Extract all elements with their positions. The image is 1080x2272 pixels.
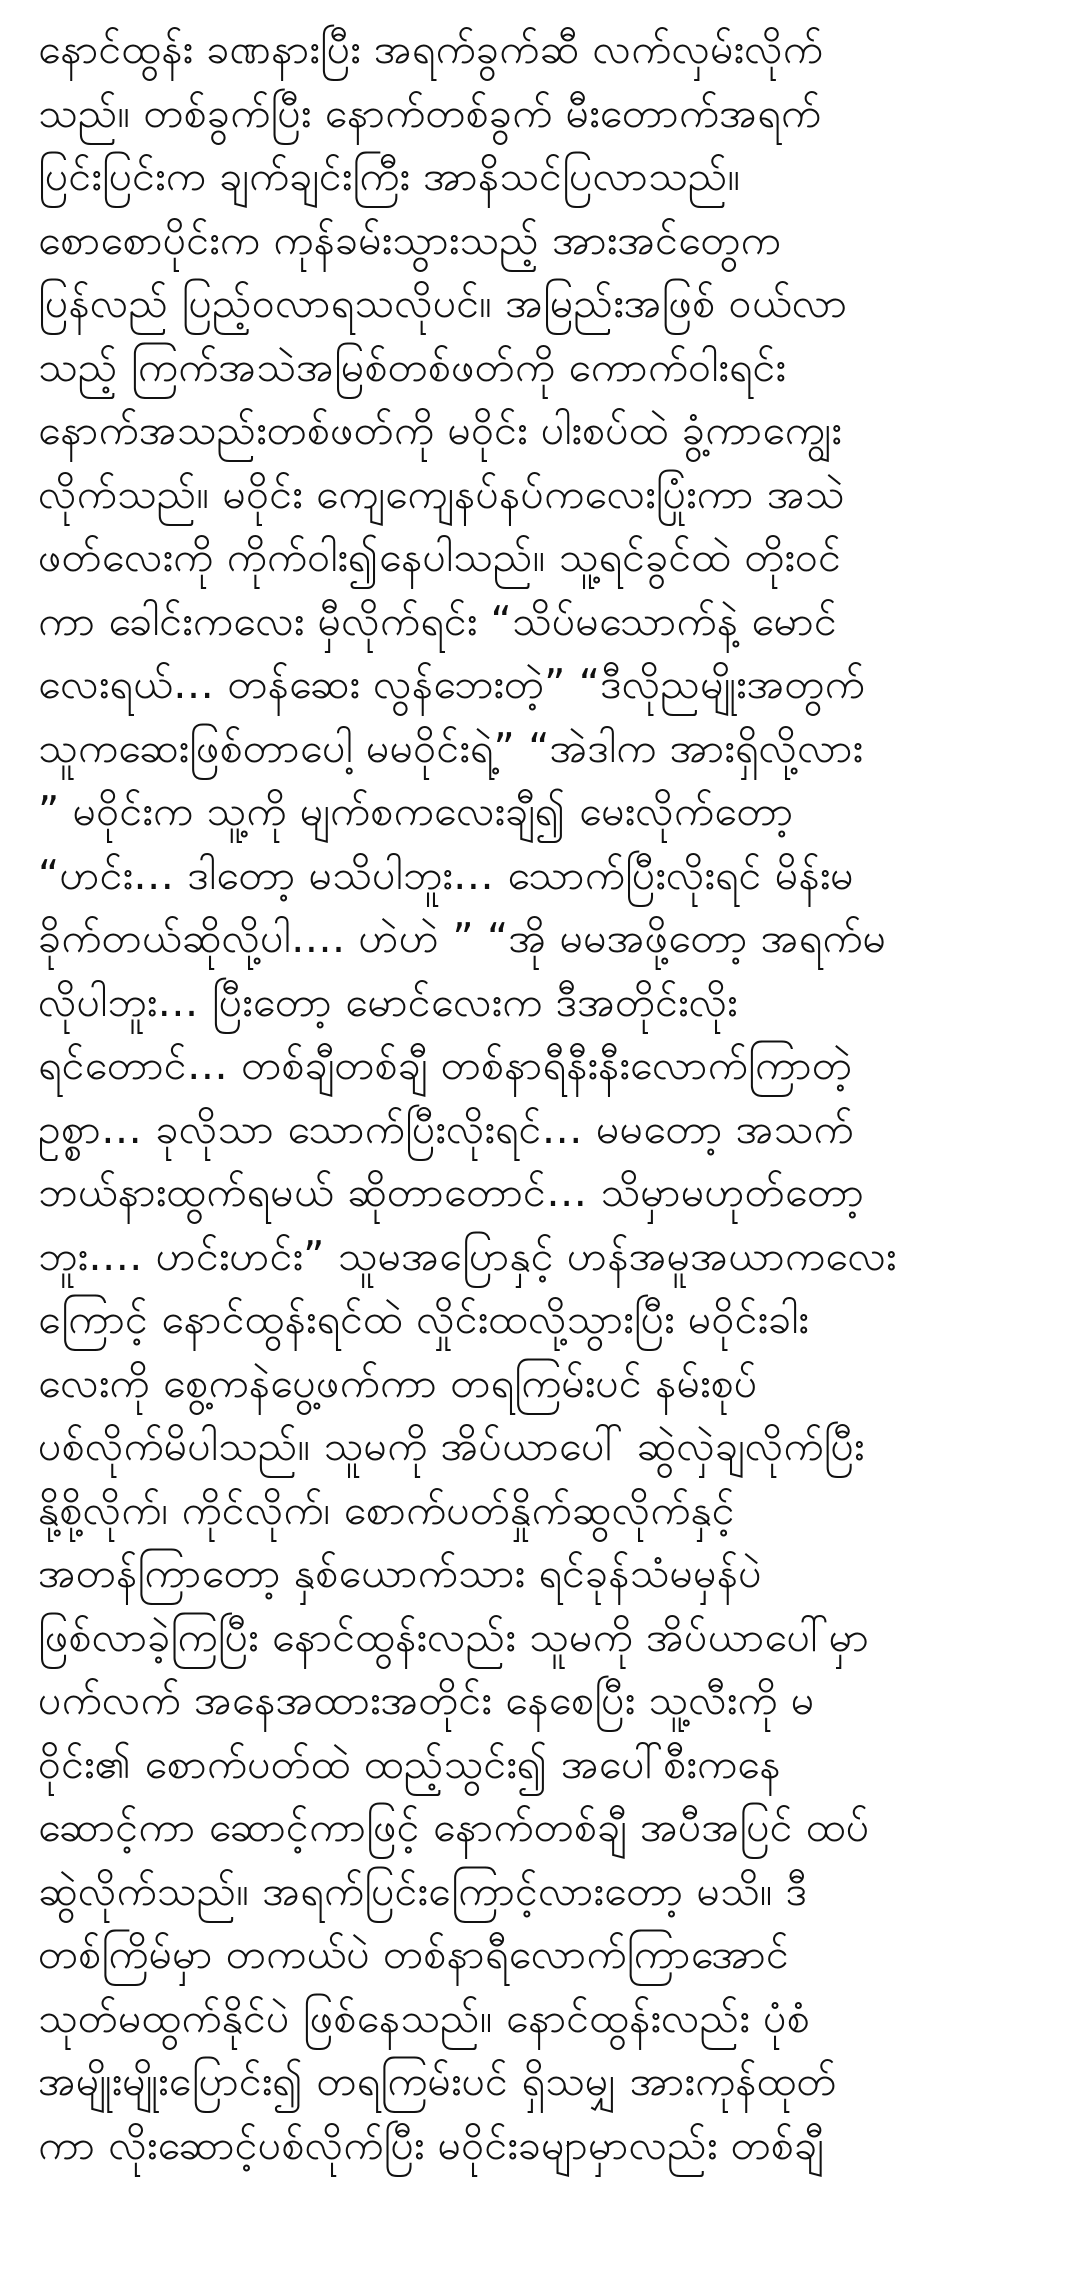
text-line: သည့် ကြက်အသဲအမြစ်တစ်ဖတ်ကို ကောက်ဝါးရင်း <box>38 342 786 391</box>
text-line: လိုပါဘူး… ပြီးတော့ မောင်လေးက ဒီအတိုင်းလိုး <box>38 977 738 1026</box>
text-line: ရင်တောင်… တစ်ချီတစ်ချီ တစ်နာရီနီးနီးလောက်ကြာတဲ့ <box>38 1041 853 1089</box>
text-line: ဖတ်လေးကို ကိုက်ဝါး၍နေပါသည်။ သူ့ရင်ခွင်ထဲ တိုးဝင် <box>38 533 842 581</box>
text-line: ကာ လိုးဆောင့်ပစ်လိုက်ပြီး မဝိုင်းခမျာမှာလည်း တစ်ချီ <box>38 2120 824 2169</box>
text-line: သူကဆေးဖြစ်တာပေါ့ မမဝိုင်းရဲ့” “အဲဒါက အားရှိလို့လား <box>38 723 864 772</box>
text-line: ခိုက်တယ်ဆိုလို့ပါ…. ဟဲဟဲ ” “အို မမအဖို့တော့ အရက်မ <box>38 914 887 962</box>
text-line: အတန်ကြာတော့ နှစ်ယောက်သား ရင်ခုန်သံမမှန်ပဲ <box>38 1549 762 1597</box>
text-line: ဆောင့်ကာ ဆောင့်ကာဖြင့် နောက်တစ်ချီ အပီအပြင် ထပ် <box>38 1803 870 1851</box>
text-line: လေးကို စွေ့ကနဲပွေ့ဖက်ကာ တရကြမ်းပင် နမ်းစုပ် <box>38 1358 758 1407</box>
text-line: အမျိုးမျိုးပြောင်း၍ တရကြမ်းပင် ရှိသမျှ အားကုန်ထုတ် <box>38 2057 837 2105</box>
text-line: စောစောပိုင်းက ကုန်ခမ်းသွားသည့် အားအင်တွေက <box>38 215 781 264</box>
text-line: “ဟင်း… ဒါတော့ မသိပါဘူး… သောက်ပြီးလိုးရင် မိန်းမ <box>38 850 854 899</box>
text-line: နောင်ထွန်း ခဏနားပြီး အရက်ခွက်ဆီ လက်လှမ်းလိုက် <box>38 25 824 73</box>
text-line: ဝိုင်း၏ စောက်ပတ်ထဲ ထည့်သွင်း၍ အပေါ်စီးကနေ <box>38 1739 781 1788</box>
text-line: ဥစ္စာ… ခုလိုသာ သောက်ပြီးလိုးရင်… မမတော့ အသက် <box>38 1104 854 1153</box>
text-line: ဘယ်နားထွက်ရမယ် ဆိုတာတောင်… သိမှာမဟုတ်တော့ <box>38 1168 865 1216</box>
text-line: ပြန်လည် ပြည့်ဝလာရသလိုပင်။ အမြည်းအဖြစ် ဝယ်လာ <box>38 279 848 327</box>
text-line: ပစ်လိုက်မိပါသည်။ သူမကို အိပ်ယာပေါ် ဆွဲလှဲချလိုက်ပြီး <box>38 1422 865 1470</box>
text-line: နို့စို့လိုက်၊ ကိုင်လိုက်၊ စောက်ပတ်နှိုက်ဆွလိုက်နှင့် <box>38 1485 735 1534</box>
story-text <box>38 18 1068 2177</box>
text-line: သည်။ တစ်ခွက်ပြီး နောက်တစ်ခွက် မီးတောက်အရက် <box>38 88 822 137</box>
text-line: လေးရယ်… တန်ဆေး လွန်ဘေးတဲ့” “ဒီလိုညမျိုးအတွက် <box>38 660 865 708</box>
text-line: ဘူး…. ဟင်းဟင်း” သူမအပြောနှင့် ဟန်အမူအယာကလေး <box>38 1231 897 1280</box>
text-line: လိုက်သည်။ မဝိုင်း ကျေကျေနပ်နပ်ကလေးပြုံးကာ အသဲ <box>38 469 845 518</box>
text-line: တစ်ကြိမ်မှာ တကယ်ပဲ တစ်နာရီလောက်ကြာအောင် <box>38 1930 790 1978</box>
text-line: နောက်အသည်းတစ်ဖတ်ကို မဝိုင်း ပါးစပ်ထဲ ခွံ့ကာကျွေး <box>38 406 842 454</box>
text-line: ပက်လက် အနေအထားအတိုင်း နေစေပြီး သူ့လီးကို မ <box>38 1676 815 1724</box>
text-line: ပြင်းပြင်းက ချက်ချင်းကြီး အာနိသင်ပြလာသည်။ <box>38 152 741 200</box>
text-line: ကာ ခေါင်းကလေး မှီလိုက်ရင်း “သိပ်မသောက်နဲ့ မောင် <box>38 596 838 645</box>
text-line: ဆွဲလိုက်သည်။ အရက်ပြင်းကြောင့်လားတော့ မသိ။ ဒီ <box>38 1866 808 1915</box>
text-line: ကြောင့် နောင်ထွန်းရင်ထဲ လှိုင်းထလို့သွားပြီး မဝိုင်းခါး <box>38 1295 809 1343</box>
text-line: ဖြစ်လာခဲ့ကြပြီး နောင်ထွန်းလည်း သူမကို အိပ်ယာပေါ်မှာ <box>38 1612 870 1661</box>
text-line: သုတ်မထွက်နိုင်ပဲ ဖြစ်နေသည်။ နောင်ထွန်းလည်း ပုံစံ <box>38 1993 810 2042</box>
text-line: ” မဝိုင်းက သူ့ကို မျက်စကလေးချီ၍ မေးလိုက်တော့ <box>38 787 794 835</box>
